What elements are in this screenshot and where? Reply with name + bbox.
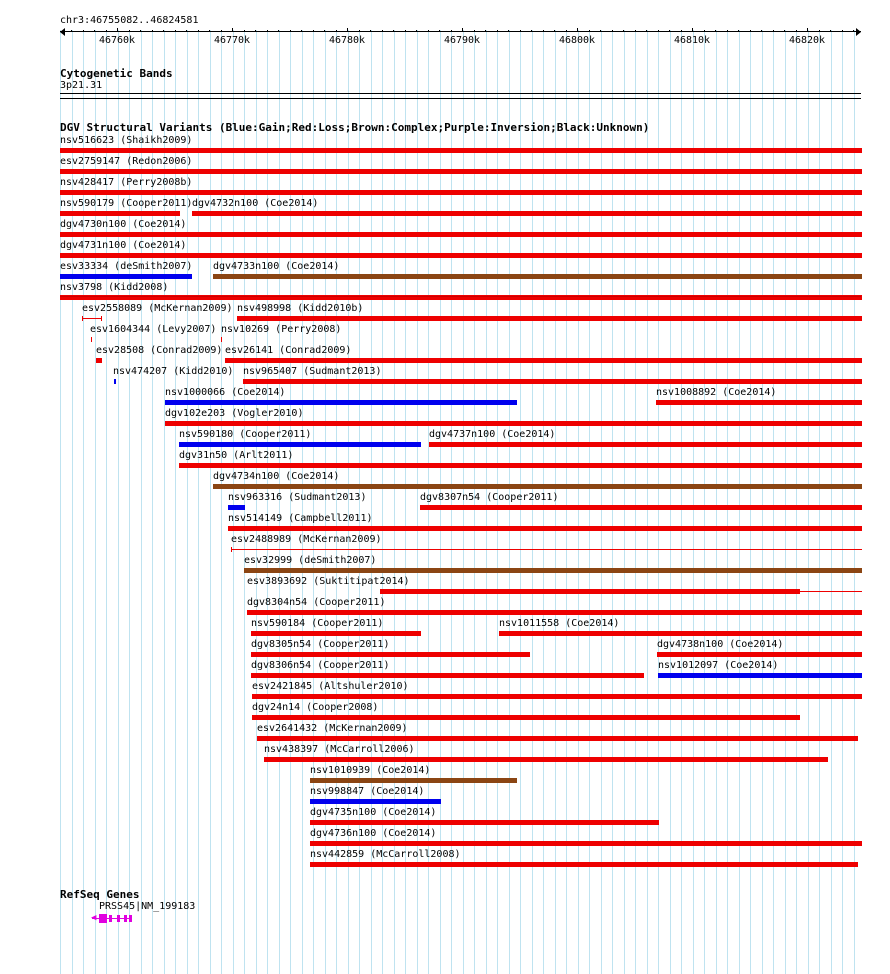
ruler-minor-tick <box>784 30 785 32</box>
variant-bar[interactable] <box>380 589 800 594</box>
ruler-minor-tick <box>853 30 854 32</box>
variant-label[interactable]: esv2759147 (Redon2006) <box>60 156 193 167</box>
ruler-tick-label: 46770k <box>213 35 251 46</box>
variant-bar[interactable] <box>251 673 644 678</box>
variant-label[interactable]: nsv474207 (Kidd2010) <box>113 366 234 377</box>
ruler-minor-tick <box>382 30 383 32</box>
ruler-minor-tick <box>255 30 256 32</box>
variant-label[interactable]: dgv4736n100 (Coe2014) <box>310 828 437 839</box>
ruler-minor-tick <box>750 30 751 32</box>
variant-label[interactable]: dgv4732n100 (Coe2014) <box>192 198 319 209</box>
ruler-minor-tick <box>508 30 509 32</box>
ruler-position: chr3:46755082..46824581 <box>60 15 199 26</box>
variant-label[interactable]: esv2488989 (McKernan2009) <box>231 534 382 545</box>
variant-label[interactable]: esv26141 (Conrad2009) <box>225 345 352 356</box>
variant-bar[interactable] <box>60 253 862 258</box>
variant-bar[interactable] <box>656 400 862 405</box>
variant-bar[interactable] <box>179 463 862 468</box>
ruler-minor-tick <box>140 30 141 32</box>
variant-span-line[interactable] <box>82 318 101 319</box>
ruler-minor-tick <box>577 30 578 32</box>
variant-bar[interactable] <box>252 694 862 699</box>
ruler-minor-tick <box>600 30 601 32</box>
refseq-track-title[interactable]: RefSeq Genes <box>60 888 140 901</box>
scroll-right-arrow-icon[interactable] <box>856 28 861 36</box>
variant-label[interactable]: nsv1012097 (Coe2014) <box>658 660 779 671</box>
variant-bar[interactable] <box>310 778 517 783</box>
ruler-minor-tick <box>635 30 636 32</box>
variant-label[interactable]: dgv4734n100 (Coe2014) <box>213 471 340 482</box>
ruler-minor-tick <box>117 30 118 32</box>
ruler-minor-tick <box>773 30 774 32</box>
variant-label[interactable]: esv28508 (Conrad2009) <box>96 345 223 356</box>
ruler-minor-tick <box>324 30 325 32</box>
variant-bar[interactable] <box>244 568 862 573</box>
ruler-minor-tick <box>359 30 360 32</box>
cytoband-line-top <box>60 93 861 94</box>
ruler-minor-tick <box>681 30 682 32</box>
variant-label[interactable]: dgv4733n100 (Coe2014) <box>213 261 340 272</box>
variant-bar[interactable] <box>310 820 659 825</box>
variant-label[interactable]: dgv4730n100 (Coe2014) <box>60 219 187 230</box>
ruler-minor-tick <box>278 30 279 32</box>
variant-label[interactable]: dgv102e203 (Vogler2010) <box>165 408 304 419</box>
strand-left-arrow-icon: ◀ <box>91 913 97 923</box>
variant-label[interactable]: nsv498998 (Kidd2010b) <box>237 303 364 314</box>
ruler-minor-tick <box>393 30 394 32</box>
variant-label[interactable]: esv2421845 (Altshuler2010) <box>252 681 409 692</box>
variant-label[interactable]: nsv1000066 (Coe2014) <box>165 387 286 398</box>
variant-bar[interactable] <box>60 148 862 153</box>
ruler-minor-tick <box>71 30 72 32</box>
gene-exon <box>109 915 112 922</box>
ruler-minor-tick <box>704 30 705 32</box>
ruler-minor-tick <box>290 30 291 32</box>
ruler-minor-tick <box>474 30 475 32</box>
ruler-minor-tick <box>186 30 187 32</box>
variant-label[interactable]: nsv590184 (Cooper2011) <box>251 618 384 629</box>
gene-exon <box>99 914 107 923</box>
variant-label[interactable]: dgv4738n100 (Coe2014) <box>657 639 784 650</box>
ruler-minor-tick <box>370 30 371 32</box>
ruler-minor-tick <box>152 30 153 32</box>
variant-label[interactable]: nsv998847 (Coe2014) <box>310 786 425 797</box>
variant-label[interactable]: nsv514149 (Campbell2011) <box>228 513 373 524</box>
ruler-minor-tick <box>209 30 210 32</box>
variant-label[interactable]: dgv4735n100 (Coe2014) <box>310 807 437 818</box>
ruler-minor-tick <box>313 30 314 32</box>
variant-label[interactable]: nsv516623 (Shaikh2009) <box>60 135 193 146</box>
ruler-minor-tick <box>416 30 417 32</box>
ruler-minor-tick <box>163 30 164 32</box>
variant-label[interactable]: esv1604344 (Levy2007) <box>90 324 217 335</box>
ruler-minor-tick <box>129 30 130 32</box>
variant-bar[interactable] <box>165 400 517 405</box>
variant-bar[interactable] <box>657 652 862 657</box>
ruler-minor-tick <box>807 30 808 32</box>
variant-label[interactable]: nsv428417 (Perry2008b) <box>60 177 193 188</box>
ruler-minor-tick <box>658 30 659 32</box>
ruler-minor-tick <box>106 30 107 32</box>
variant-label[interactable]: nsv438397 (McCarroll2006) <box>264 744 415 755</box>
variant-bar[interactable] <box>192 211 862 216</box>
ruler-minor-tick <box>301 30 302 32</box>
cytoband-label[interactable]: 3p21.31 <box>60 80 103 91</box>
variant-label[interactable]: dgv4737n100 (Coe2014) <box>429 429 556 440</box>
variant-bar[interactable] <box>247 610 862 615</box>
ruler-minor-tick <box>485 30 486 32</box>
ruler-minor-tick <box>761 30 762 32</box>
variant-bar[interactable] <box>499 631 862 636</box>
gene-label[interactable]: PRSS45|NM_199183 <box>99 901 196 912</box>
variant-bar[interactable] <box>658 673 862 678</box>
variant-label[interactable]: dgv8307n54 (Cooper2011) <box>420 492 559 503</box>
variant-bar[interactable] <box>228 526 862 531</box>
variant-bar[interactable] <box>310 799 441 804</box>
variant-label[interactable]: esv33334 (deSmith2007) <box>60 261 193 272</box>
ruler-minor-tick <box>623 30 624 32</box>
ruler-minor-tick <box>589 30 590 32</box>
variant-bar[interactable] <box>60 274 192 279</box>
ruler-minor-tick <box>267 30 268 32</box>
variant-bar[interactable] <box>213 274 862 279</box>
variant-label[interactable]: nsv1008892 (Coe2014) <box>656 387 777 398</box>
ruler-minor-tick <box>566 30 567 32</box>
variant-bar[interactable] <box>179 442 421 447</box>
variant-label[interactable]: dgv31n50 (Arlt2011) <box>179 450 294 461</box>
variant-group-separator <box>60 296 861 297</box>
variant-bar[interactable] <box>114 379 116 384</box>
ruler-minor-tick <box>221 30 222 32</box>
variant-label[interactable]: nsv590179 (Cooper2011) <box>60 198 193 209</box>
variant-label[interactable]: nsv10269 (Perry2008) <box>221 324 342 335</box>
variant-bar[interactable] <box>225 358 862 363</box>
variant-label[interactable]: nsv442859 (McCarroll2008) <box>310 849 461 860</box>
ruler-minor-tick <box>520 30 521 32</box>
ruler-tick-label: 46810k <box>673 35 711 46</box>
ruler-minor-tick <box>738 30 739 32</box>
variant-label[interactable]: dgv8306n54 (Cooper2011) <box>251 660 390 671</box>
variant-bar[interactable] <box>251 652 530 657</box>
variant-bar[interactable] <box>60 211 180 216</box>
scroll-left-arrow-icon[interactable] <box>60 28 65 36</box>
gene-exon <box>124 915 127 922</box>
variant-tick[interactable] <box>91 337 92 342</box>
variant-bar[interactable] <box>60 190 862 195</box>
variant-label[interactable]: nsv3798 (Kidd2008) <box>60 282 169 293</box>
variant-bar[interactable] <box>237 316 862 321</box>
ruler-minor-tick <box>715 30 716 32</box>
ruler-minor-tick <box>554 30 555 32</box>
variant-bar[interactable] <box>96 358 102 363</box>
ruler-tick-label: 46820k <box>788 35 826 46</box>
ruler-minor-tick <box>94 30 95 32</box>
variant-bar[interactable] <box>420 505 862 510</box>
cytoband-track-title[interactable]: Cytogenetic Bands <box>60 67 173 80</box>
ruler-minor-tick <box>531 30 532 32</box>
ruler-minor-tick <box>796 30 797 32</box>
ruler-minor-tick <box>405 30 406 32</box>
variant-bar[interactable] <box>251 631 421 636</box>
variant-tick[interactable] <box>221 337 222 342</box>
variant-bar[interactable] <box>429 442 862 447</box>
ruler-minor-tick <box>244 30 245 32</box>
ruler-minor-tick <box>83 30 84 32</box>
ruler-minor-tick <box>439 30 440 32</box>
variant-bar[interactable] <box>228 505 245 510</box>
ruler-tick-label: 46790k <box>443 35 481 46</box>
variant-bar[interactable] <box>60 232 862 237</box>
ruler-minor-tick <box>543 30 544 32</box>
ruler-minor-tick <box>232 30 233 32</box>
variant-bar[interactable] <box>310 862 858 867</box>
ruler-minor-tick <box>727 30 728 32</box>
variant-label[interactable]: nsv1010939 (Coe2014) <box>310 765 431 776</box>
variant-bar[interactable] <box>60 169 862 174</box>
dgv-track-title[interactable]: DGV Structural Variants (Blue:Gain;Red:Loss;Brown:Complex;Purple:Inversion;Black:Unknown) <box>60 121 650 134</box>
variant-span-line[interactable] <box>800 591 862 592</box>
variant-label[interactable]: dgv8304n54 (Cooper2011) <box>247 597 386 608</box>
variant-label[interactable]: nsv590180 (Cooper2011) <box>179 429 312 440</box>
ruler-minor-tick <box>175 30 176 32</box>
cytoband-line-bottom <box>60 98 861 99</box>
ruler-axis <box>60 31 861 32</box>
variant-label[interactable]: esv32999 (deSmith2007) <box>244 555 377 566</box>
ruler-tick-label: 46760k <box>98 35 136 46</box>
ruler-tick-label: 46800k <box>558 35 596 46</box>
variant-bar[interactable] <box>165 421 862 426</box>
ruler-minor-tick <box>646 30 647 32</box>
variant-bar[interactable] <box>213 484 862 489</box>
variant-label[interactable]: esv3893692 (Suktitipat2014) <box>247 576 410 587</box>
variant-bar[interactable] <box>264 757 828 762</box>
ruler-minor-tick <box>347 30 348 32</box>
ruler-minor-tick <box>462 30 463 32</box>
variant-label[interactable]: nsv963316 (Sudmant2013) <box>228 492 367 503</box>
variant-label[interactable]: esv2558089 (McKernan2009) <box>82 303 233 314</box>
variant-label[interactable]: esv2641432 (McKernan2009) <box>257 723 408 734</box>
ruler-minor-tick <box>198 30 199 32</box>
variant-label[interactable]: dgv4731n100 (Coe2014) <box>60 240 187 251</box>
ruler-minor-tick <box>669 30 670 32</box>
ruler-minor-tick <box>497 30 498 32</box>
ruler-minor-tick <box>842 30 843 32</box>
ruler-minor-tick <box>692 30 693 32</box>
ruler-minor-tick <box>612 30 613 32</box>
ruler-tick-label: 46780k <box>328 35 366 46</box>
variant-label[interactable]: dgv24n14 (Cooper2008) <box>252 702 379 713</box>
gene-exon <box>129 915 132 922</box>
variant-bar[interactable] <box>252 715 800 720</box>
ruler-minor-tick <box>336 30 337 32</box>
variant-label[interactable]: dgv8305n54 (Cooper2011) <box>251 639 390 650</box>
ruler-minor-tick <box>819 30 820 32</box>
variant-bar[interactable] <box>310 841 862 846</box>
variant-bar[interactable] <box>257 736 858 741</box>
variant-label[interactable]: nsv965407 (Sudmant2013) <box>243 366 382 377</box>
variant-bar[interactable] <box>243 379 862 384</box>
ruler-minor-tick <box>428 30 429 32</box>
gene-exon <box>117 915 120 922</box>
variant-tick[interactable] <box>101 316 102 321</box>
variant-span-line[interactable] <box>231 549 862 550</box>
ruler-minor-tick <box>830 30 831 32</box>
ruler-minor-tick <box>451 30 452 32</box>
variant-label[interactable]: nsv1011558 (Coe2014) <box>499 618 620 629</box>
